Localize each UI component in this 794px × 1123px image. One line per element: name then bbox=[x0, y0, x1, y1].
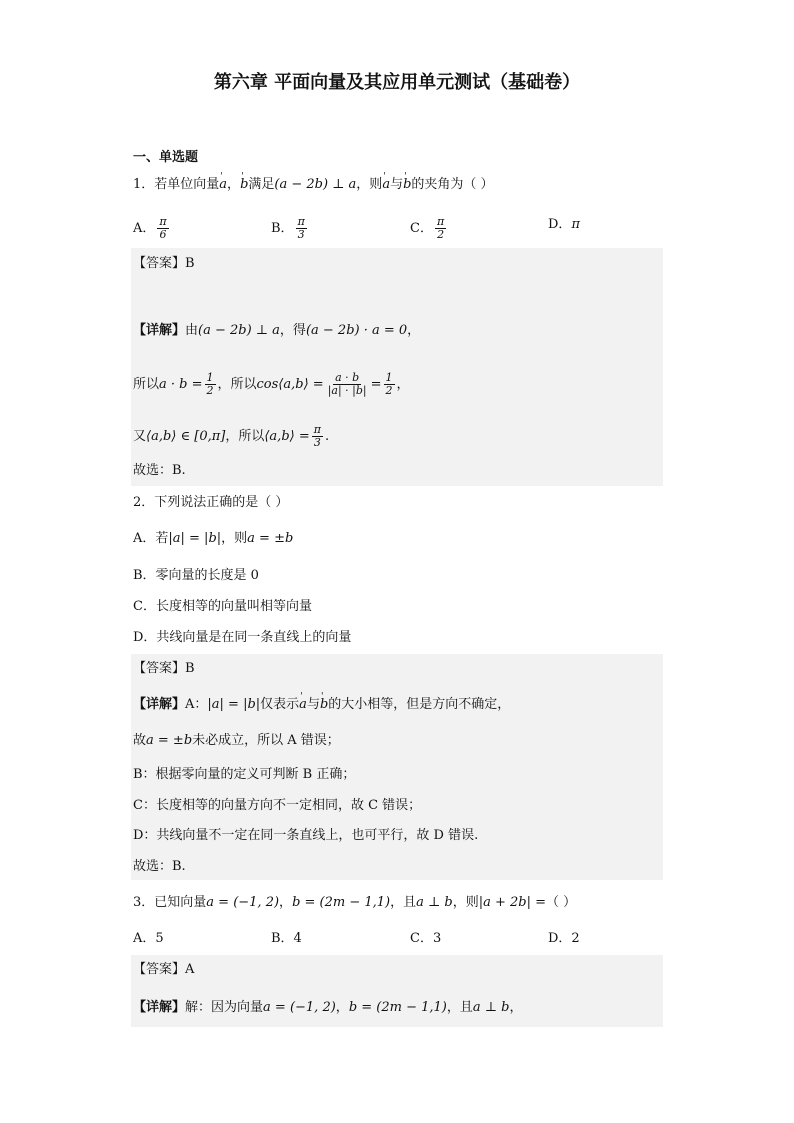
q2-detail-line5: D：共线向量不一定在同一条直线上，也可平行，故 D 错误. bbox=[133, 828, 479, 843]
q1-answer-box bbox=[131, 248, 663, 486]
q2-detail-line3: B：根据零向量的定义可判断 B 正确； bbox=[133, 767, 356, 782]
q1-conclusion: 故选：B. bbox=[133, 463, 186, 478]
q3-option-c: C．3 bbox=[410, 931, 442, 946]
q2-option-b: B．零向量的长度是 0 bbox=[133, 568, 259, 583]
q2-answer-box bbox=[131, 654, 663, 880]
q3-stem: 3．已知向量a = (−1, 2)，b = (2m − 1,1)，且a ⊥ b，则|a + 2b| =（ ） bbox=[133, 895, 577, 910]
q3-answer: 【答案】A bbox=[133, 962, 195, 977]
q3-option-a: A．5 bbox=[133, 931, 164, 946]
q2-option-d: D．共线向量是在同一条直线上的向量 bbox=[133, 630, 352, 645]
q2-detail-line4: C：长度相等的向量方向不一定相同，故 C 错误； bbox=[133, 798, 422, 813]
q2-option-c: C．长度相等的向量叫相等向量 bbox=[133, 599, 312, 614]
q1-option-a: A． $\frac{\pi}{6}$ bbox=[133, 215, 167, 241]
q1-option-d: D．π bbox=[548, 217, 580, 232]
q1-detail-line1: 【详解】由(a − 2b) ⊥ a，得(a − 2b) · a = 0， bbox=[133, 323, 421, 338]
q3-option-d: D．2 bbox=[548, 931, 580, 946]
q2-conclusion: 故选：B. bbox=[133, 859, 186, 874]
q3-answer-box bbox=[131, 955, 663, 1027]
document-title: 第六章 平面向量及其应用单元测试（基础卷） bbox=[213, 72, 581, 93]
q1-stem: 1．若单位向量' a，' b满足(a − 2b) ⊥ a，则' a与' b的夹角为（ ） bbox=[133, 176, 494, 194]
q2-detail-line2: 故a = ±b未必成立，所以 A 错误； bbox=[133, 733, 340, 748]
q1-option-c: C． $\frac{\pi}{2}$ bbox=[410, 215, 445, 241]
q1-option-b: B． $\frac{\pi}{3}$ bbox=[271, 215, 305, 241]
q1-detail-line2: 所以a · b = $\frac{1}{2}$ ，所以cos⟨a,b⟩ = $\frac{a \cdot b}{|a| \cdot |b|}$ = $\frac{1}{2}$ ， bbox=[133, 371, 410, 397]
section-heading: 一、单选题 bbox=[133, 150, 199, 165]
q2-option-a: A．若|a| = |b|，则a = ±b bbox=[133, 531, 294, 546]
q3-detail-line1: 【详解】解：因为向量a = (−1, 2)，b = (2m − 1,1)，且a ⊥ b， bbox=[133, 1000, 523, 1015]
q3-option-b: B．4 bbox=[271, 931, 302, 946]
q2-detail-line1: 【详解】A：|a| = |b|仅表示' a与' b的大小相等，但是方向不确定， bbox=[133, 696, 510, 714]
q1-detail-line3: 又⟨a,b⟩ ∈ [0,π]，所以⟨a,b⟩ = $\frac{\pi}{3}$ . bbox=[133, 423, 330, 449]
q2-stem: 2．下列说法正确的是（ ） bbox=[133, 495, 289, 510]
q2-answer: 【答案】B bbox=[133, 661, 195, 676]
q1-answer: 【答案】B bbox=[133, 256, 195, 271]
